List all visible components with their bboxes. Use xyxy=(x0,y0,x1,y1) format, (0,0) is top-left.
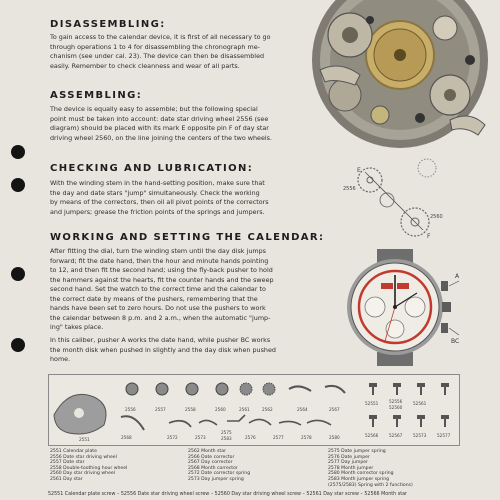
text-checking-4: and jumpers; grease the friction points of the springs and jumpers. xyxy=(50,207,265,216)
text-disassembling-3: chanism (see under cal. 23). The device can then be disassembled xyxy=(50,52,265,60)
part-number: 2561 xyxy=(239,407,250,412)
text-working-10: In this caliber, pusher A works the date hand, while pusher BC works xyxy=(50,336,271,344)
text-working-12: home. xyxy=(50,355,71,363)
part-number: 2577 xyxy=(273,435,284,440)
diagram-label-e: E xyxy=(357,167,361,174)
text-assembling-4: driving wheel 2560, on the line joining the centers of the two wheels. xyxy=(50,133,273,142)
legend-col-3 xyxy=(328,449,413,488)
part-number: 52556 xyxy=(389,399,403,404)
heading-disassembling: DISASSEMBLING: xyxy=(50,19,166,30)
text-working-8: the calendar between 8 p.m. and 2 a.m., when the automatic "jump- xyxy=(50,313,271,322)
text-assembling-2: point must be taken into account: date star driving wheel 2556 (see xyxy=(50,114,269,123)
text-working-2: forward; fit the date hand, then the hour and minute hands pointing xyxy=(50,256,269,265)
binder-hole-2 xyxy=(11,178,25,192)
legend-item: (2575/2583) Spring with 2 functions) xyxy=(328,482,413,488)
heading-assembling: ASSEMBLING: xyxy=(50,90,143,101)
legend-item: 2573 Day jumper spring xyxy=(188,476,244,482)
diagram-label-2560: 2560 xyxy=(430,214,443,220)
text-checking-3: by means of the correctors, then oil all pivot points of the correctors xyxy=(50,198,269,206)
part-number: 2575 xyxy=(221,430,232,435)
legend-item: 2580 Month corrector spring xyxy=(328,471,394,477)
text-working-4: the hammers against the hearts, fit the counter hands and the sweep xyxy=(50,275,274,284)
part-number: 2562 xyxy=(262,407,273,412)
legend-item: 2566 Date corrector xyxy=(188,454,235,460)
part-number: 2583 xyxy=(221,436,232,441)
text-working-7: hands have been set to zero hours. Do not use the pushers to work xyxy=(50,304,266,312)
diagram-label-2556: 2556 xyxy=(343,186,356,192)
text-assembling-3: diagram) should be placed with its mark E opposite pin F of day star xyxy=(50,124,269,132)
part-number: 52566 xyxy=(365,433,379,438)
text-working-3: to 12, and then fit the second hand; using the fly-back pusher to hold xyxy=(50,266,273,274)
part-number: 52561 xyxy=(413,401,427,406)
part-number: 2573 xyxy=(195,435,206,440)
binder-hole-4 xyxy=(11,338,25,352)
text-working-5: second hand. Set the watch to the correct time and the calendar to xyxy=(50,285,266,293)
legend-item: 2558 Double-toothing hour wheel xyxy=(50,465,128,471)
legend-item: 2557 Date star xyxy=(50,460,85,466)
part-number: 52551 xyxy=(365,401,379,406)
movement-photo xyxy=(300,0,500,150)
text-assembling-1: The device is equally easy to assemble; but the following special xyxy=(50,105,258,113)
part-number: 2551 xyxy=(79,437,90,442)
legend-item: 2583 Month jumper spring xyxy=(328,476,390,482)
text-working-1: After fitting the dial, turn the winding stem until the day disk jumps xyxy=(50,247,266,255)
legend-col-1 xyxy=(50,449,127,483)
legend-item: 2578 Month jumper xyxy=(328,465,374,471)
part-number: 2576 xyxy=(245,435,256,440)
part-number: 52560 xyxy=(389,405,403,410)
legend-item: 2577 Day jumper xyxy=(328,460,368,466)
legend-item: 2572 Date corrector spring xyxy=(188,471,251,477)
watch-label-a: A xyxy=(455,273,460,280)
text-working-11: the month disk when pushed in slightly and the day disk when pushed xyxy=(50,345,276,354)
diagram-label-f: F xyxy=(427,233,431,240)
binder-hole-3 xyxy=(11,267,25,281)
part-number: 2580 xyxy=(329,435,340,440)
legend-item: 2551 Calendar plate xyxy=(50,449,97,454)
text-working-6: the correct date by means of the pushers, remembering that the xyxy=(50,294,258,303)
part-number: 52573 xyxy=(413,433,427,438)
part-number: 52577 xyxy=(437,433,451,438)
legend-item: 2567 Day corrector xyxy=(188,460,233,466)
part-number: 2560 xyxy=(215,407,226,412)
text-checking-1: With the winding stem in the hand-setting position, make sure that xyxy=(50,179,265,187)
legend-item: 2560 Day star driving wheel xyxy=(50,471,116,477)
legend-item: 2575 Date jumper spring xyxy=(328,449,386,454)
text-disassembling-2: through operations 1 to 4 for disassembling the chronograph me- xyxy=(50,42,260,51)
part-number: 2578 xyxy=(301,435,312,440)
heading-checking: CHECKING AND LUBRICATION: xyxy=(50,163,254,174)
watch-label-bc: BC xyxy=(451,338,460,345)
parts-illustration xyxy=(48,374,460,446)
part-number: 2567 xyxy=(329,407,340,412)
part-number: 2564 xyxy=(297,407,308,412)
legend-item: 2576 Date jumper xyxy=(328,454,370,460)
text-checking-2: the day and date stars "jump" simultaneously. Check the working xyxy=(50,188,260,197)
part-number: 2557 xyxy=(155,407,166,412)
binder-hole-1 xyxy=(11,145,25,159)
text-disassembling-4: easily. Remember to check cleanness and wear of all parts. xyxy=(50,61,240,70)
part-number: 2572 xyxy=(167,435,178,440)
legend-item: 2568 Month corrector xyxy=(188,465,238,471)
legend-item: 2561 Day star xyxy=(50,476,83,482)
text-working-9: ing" takes place. xyxy=(50,323,104,331)
part-number: 2556 xyxy=(125,407,136,412)
watch-illustration xyxy=(325,245,465,370)
legend-item: 2562 Month star xyxy=(188,449,226,454)
legend-item: 2556 Date star driving wheel xyxy=(50,454,117,460)
heading-working: WORKING AND SETTING THE CALENDAR: xyxy=(50,232,325,243)
text-disassembling-1: To gain access to the calendar device, it is first of all necessary to go xyxy=(50,33,271,41)
part-number: 52567 xyxy=(389,433,403,438)
gear-diagram xyxy=(335,150,455,250)
legend-col-2 xyxy=(188,449,250,483)
part-number: 2558 xyxy=(185,407,196,412)
part-number: 2568 xyxy=(121,435,132,440)
footer-screws: 52551 Calendar plate screw – 52556 Date star driving wheel screw – 52560 Day star driving wheel screw – 52561 Day star screw – 52566 Month star xyxy=(48,492,407,497)
